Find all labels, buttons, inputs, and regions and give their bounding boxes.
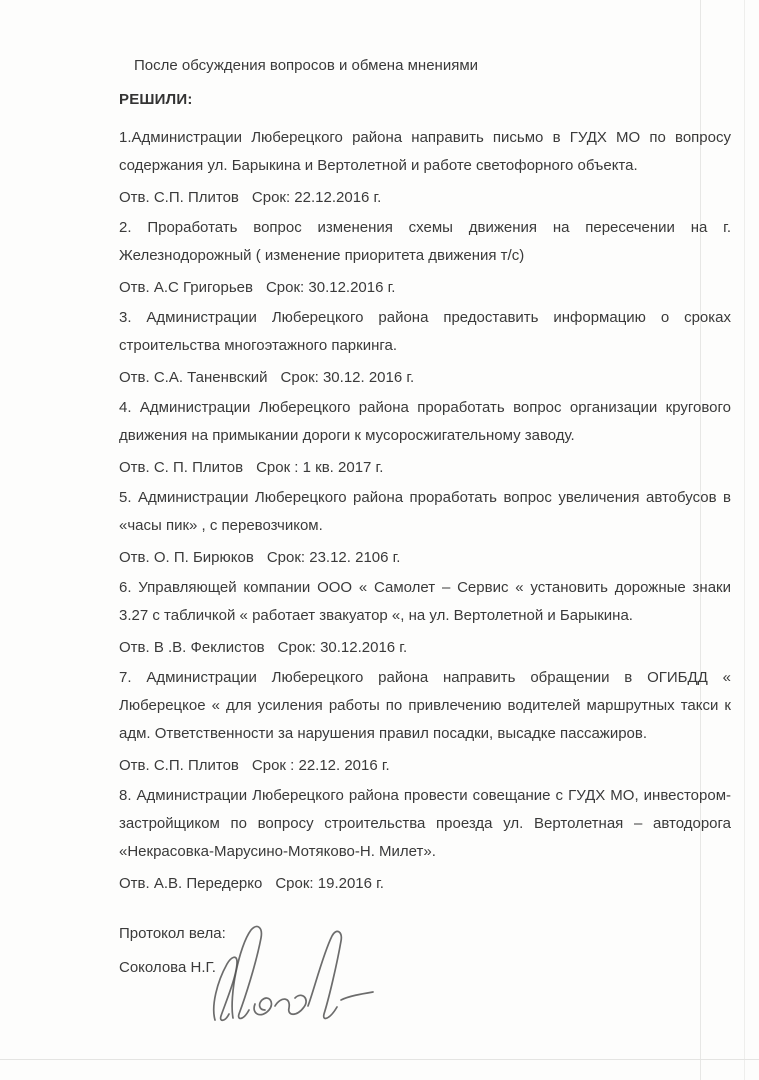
responsible-line-7: [119, 752, 731, 780]
document-footer: [119, 920, 731, 1014]
intro-text: После обсуждения вопросов и обмена мнениями: [134, 57, 479, 74]
deadline-text: Срок: 23.12. 2106 г.: [266, 549, 401, 566]
responsible-line-6: [119, 634, 731, 662]
responsible-text: Отв. А.В. Передерко: [119, 875, 263, 892]
deadline-text: Срок : 1 кв. 2017 г.: [256, 459, 384, 476]
decision-item-1: 1.Администрации Люберецкого района направить письмо в ГУДХ МО по вопросу содержания ул. Барыкина и Вертолетной и работе светофорного объекта.: [119, 129, 731, 174]
decision-item-2: 2. Проработать вопрос изменения схемы движения на пересечении на г. Железнодорожный ( изменение приоритета движения т/с): [119, 219, 731, 264]
protocol-kept-by-label: Протокол вела:: [119, 925, 226, 942]
deadline-text: Срок: 22.12.2016 г.: [251, 189, 382, 206]
responsible-text: Отв. О. П. Бирюков: [119, 549, 254, 566]
responsible-text: Отв. А.С Григорьев: [119, 279, 253, 296]
scan-artifact-line-horizontal: [0, 1059, 759, 1060]
deadline-text: Срок: 30.12.2016 г.: [277, 639, 408, 656]
deadline-text: Срок : 22.12. 2016 г.: [251, 757, 390, 774]
deadline-text: Срок: 30.12.2016 г.: [265, 279, 396, 296]
decision-item-6: 6. Управляющей компании ООО « Самолет – Сервис « установить дорожные знаки 3.27 с табличкой « работает звакуатор «, на ул. Вертолетной и Барыкина.: [119, 579, 731, 624]
responsible-line-5: [119, 544, 731, 572]
responsible-line-3: [119, 364, 731, 392]
responsible-line-4: [119, 454, 731, 482]
clerk-name: Соколова Н.Г.: [119, 959, 216, 976]
responsible-text: Отв. В .В. Феклистов: [119, 639, 265, 656]
responsible-text: Отв. С. П. Плитов: [119, 459, 244, 476]
decision-item-8: 8. Администрации Люберецкого района провести совещание с ГУДХ МО, инвестором-застройщиком по вопросу строительства проезда ул. Вертолетная – автодорога «Некрасовка-Марусино-Мотяково-Н. Милет».: [119, 787, 731, 860]
decided-heading: РЕШИЛИ:: [119, 91, 193, 108]
responsible-line-2: [119, 274, 731, 302]
responsible-line-8: [119, 870, 731, 898]
responsible-text: Отв. С.П. Плитов: [119, 189, 239, 206]
document-body: [119, 52, 731, 1014]
clerk-signature-row: [119, 954, 731, 1014]
responsible-text: Отв. С.А. Таненвский: [119, 369, 268, 386]
deadline-text: Срок: 19.2016 г.: [275, 875, 384, 892]
deadline-text: Срок: 30.12. 2016 г.: [280, 369, 415, 386]
decision-item-3: 3. Администрации Люберецкого района предоставить информацию о сроках строительства многоэтажного паркинга.: [119, 309, 731, 354]
decision-item-7: 7. Администрации Люберецкого района направить обращении в ОГИБДД « Люберецкое « для усиления работы по привлечению водителей маршрутных такси к адм. Ответственности за нарушения правил посадки, высадке пассажиров.: [119, 669, 731, 742]
decision-item-5: 5. Администрации Люберецкого района проработать вопрос увеличения автобусов в «часы пик» , с перевозчиком.: [119, 489, 731, 534]
responsible-line-1: [119, 184, 731, 212]
scan-artifact-line-vertical-edge: [744, 0, 745, 1080]
responsible-text: Отв. С.П. Плитов: [119, 757, 239, 774]
decision-item-4: 4. Администрации Люберецкого района проработать вопрос организации кругового движения на примыкании дороги к мусоросжигательному заводу.: [119, 399, 731, 444]
